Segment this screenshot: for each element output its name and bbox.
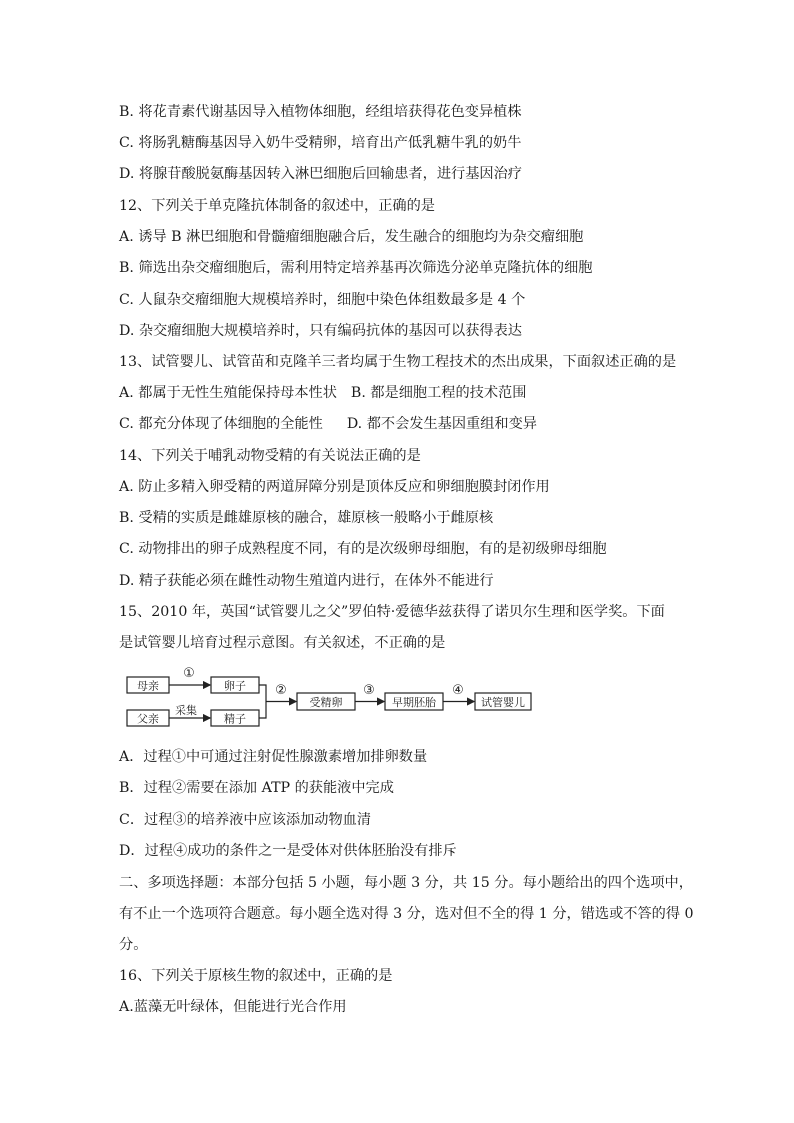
q13-option-b: B. 都是细胞工程的技术范围 [350,385,527,401]
q15-option-d: D．过程④成功的条件之一是受体对供体胚胎没有排斥 [119,843,457,859]
q14-option-b: B. 受精的实质是雌雄原核的融合，雄原核一般略小于雌原核 [119,510,494,526]
q16-option-a: A.蓝藻无叶绿体，但能进行光合作用 [119,999,347,1015]
q12-stem: 12、下列关于单克隆抗体制备的叙述中，正确的是 [119,198,435,214]
step-4-marker: ④ [452,683,464,698]
q11-option-d: D. 将腺苷酸脱氨酶基因转入淋巴细胞后回输患者，进行基因治疗 [119,166,522,182]
label-father: 父亲 [137,712,159,726]
merge-bracket [259,685,266,718]
q13-stem: 13、试管婴儿、试管苗和克隆羊三者均属于生物工程技术的杰出成果，下面叙述正确的是 [119,354,677,370]
label-mother: 母亲 [137,679,159,693]
section2-heading-line2: 有不止一个选项符合题意。每小题全选对得 3 分，选对但不全的得 1 分，错选或不答的得 0 [119,906,694,922]
q14-stem: 14、下列关于哺乳动物受精的有关说法正确的是 [119,448,421,464]
q15-option-a: A．过程①中可通过注射促性腺激素增加排卵数量 [119,749,428,765]
q15-option-c: C．过程③的培养液中应该添加动物血清 [119,812,372,828]
q13-option-c: C. 都充分体现了体细胞的全能性 [119,416,323,432]
q11-option-b: B. 将花青素代谢基因导入植物体细胞，经组培获得花色变异植株 [119,104,522,120]
label-baby: 试管婴儿 [481,696,525,709]
q14-option-a: A. 防止多精入卵受精的两道屏障分别是顶体反应和卵细胞膜封闭作用 [119,479,550,495]
q12-option-b: B. 筛选出杂交瘤细胞后，需利用特定培养基再次筛选分泌单克隆抗体的细胞 [119,260,593,276]
q14-option-c: C. 动物排出的卵子成熟程度不同，有的是次级卵母细胞，有的是初级卵母细胞 [119,541,607,557]
step-1-marker: ① [183,666,195,681]
q14-option-d: D. 精子获能必须在雌性动物生殖道内进行，在体外不能进行 [119,573,494,589]
q15-stem-line2: 是试管婴儿培育过程示意图。有关叙述，不正确的是 [119,635,446,651]
section2-heading-line1: 二、多项选择题：本部分包括 5 小题，每小题 3 分，共 15 分。每小题给出的四个选项中， [119,875,693,891]
q12-option-a: A. 诱导 B 淋巴细胞和骨髓瘤细胞融合后，发生融合的细胞均为杂交瘤细胞 [119,229,584,245]
label-sperm: 精子 [224,712,246,726]
q11-option-c: C. 将肠乳糖酶基因导入奶牛受精卵，培育出产低乳糖牛乳的奶牛 [119,135,522,151]
q12-option-c: C. 人鼠杂交瘤细胞大规模培养时，细胞中染色体组数最多是 4 个 [119,292,526,308]
q13-option-d: D. 都不会发生基因重组和变异 [346,416,537,432]
label-egg: 卵子 [224,679,246,693]
q12-option-d: D. 杂交瘤细胞大规模培养时，只有编码抗体的基因可以获得表达 [119,323,522,339]
q13-options-ab [119,383,526,403]
q13-options-cd [119,414,537,434]
label-zygote: 受精卵 [309,696,343,709]
q15-stem-line1: 15、2010 年，英国“试管婴儿之父”罗伯特·爱德华兹获得了诺贝尔生理和医学奖。下面 [119,604,665,620]
section2-heading-line3: 分。 [119,937,148,953]
ivf-process-diagram [126,664,538,734]
q16-stem: 16、下列关于原核生物的叙述中，正确的是 [119,968,393,984]
label-embryo: 早期胚胎 [392,696,436,709]
label-collect: 采集 [175,704,197,717]
step-2-marker: ② [275,683,287,698]
q15-option-b: B．过程②需要在添加 ATP 的获能液中完成 [119,780,394,796]
step-3-marker: ③ [363,683,375,698]
q13-option-a: A. 都属于无性生殖能保持母本性状 [119,385,337,401]
